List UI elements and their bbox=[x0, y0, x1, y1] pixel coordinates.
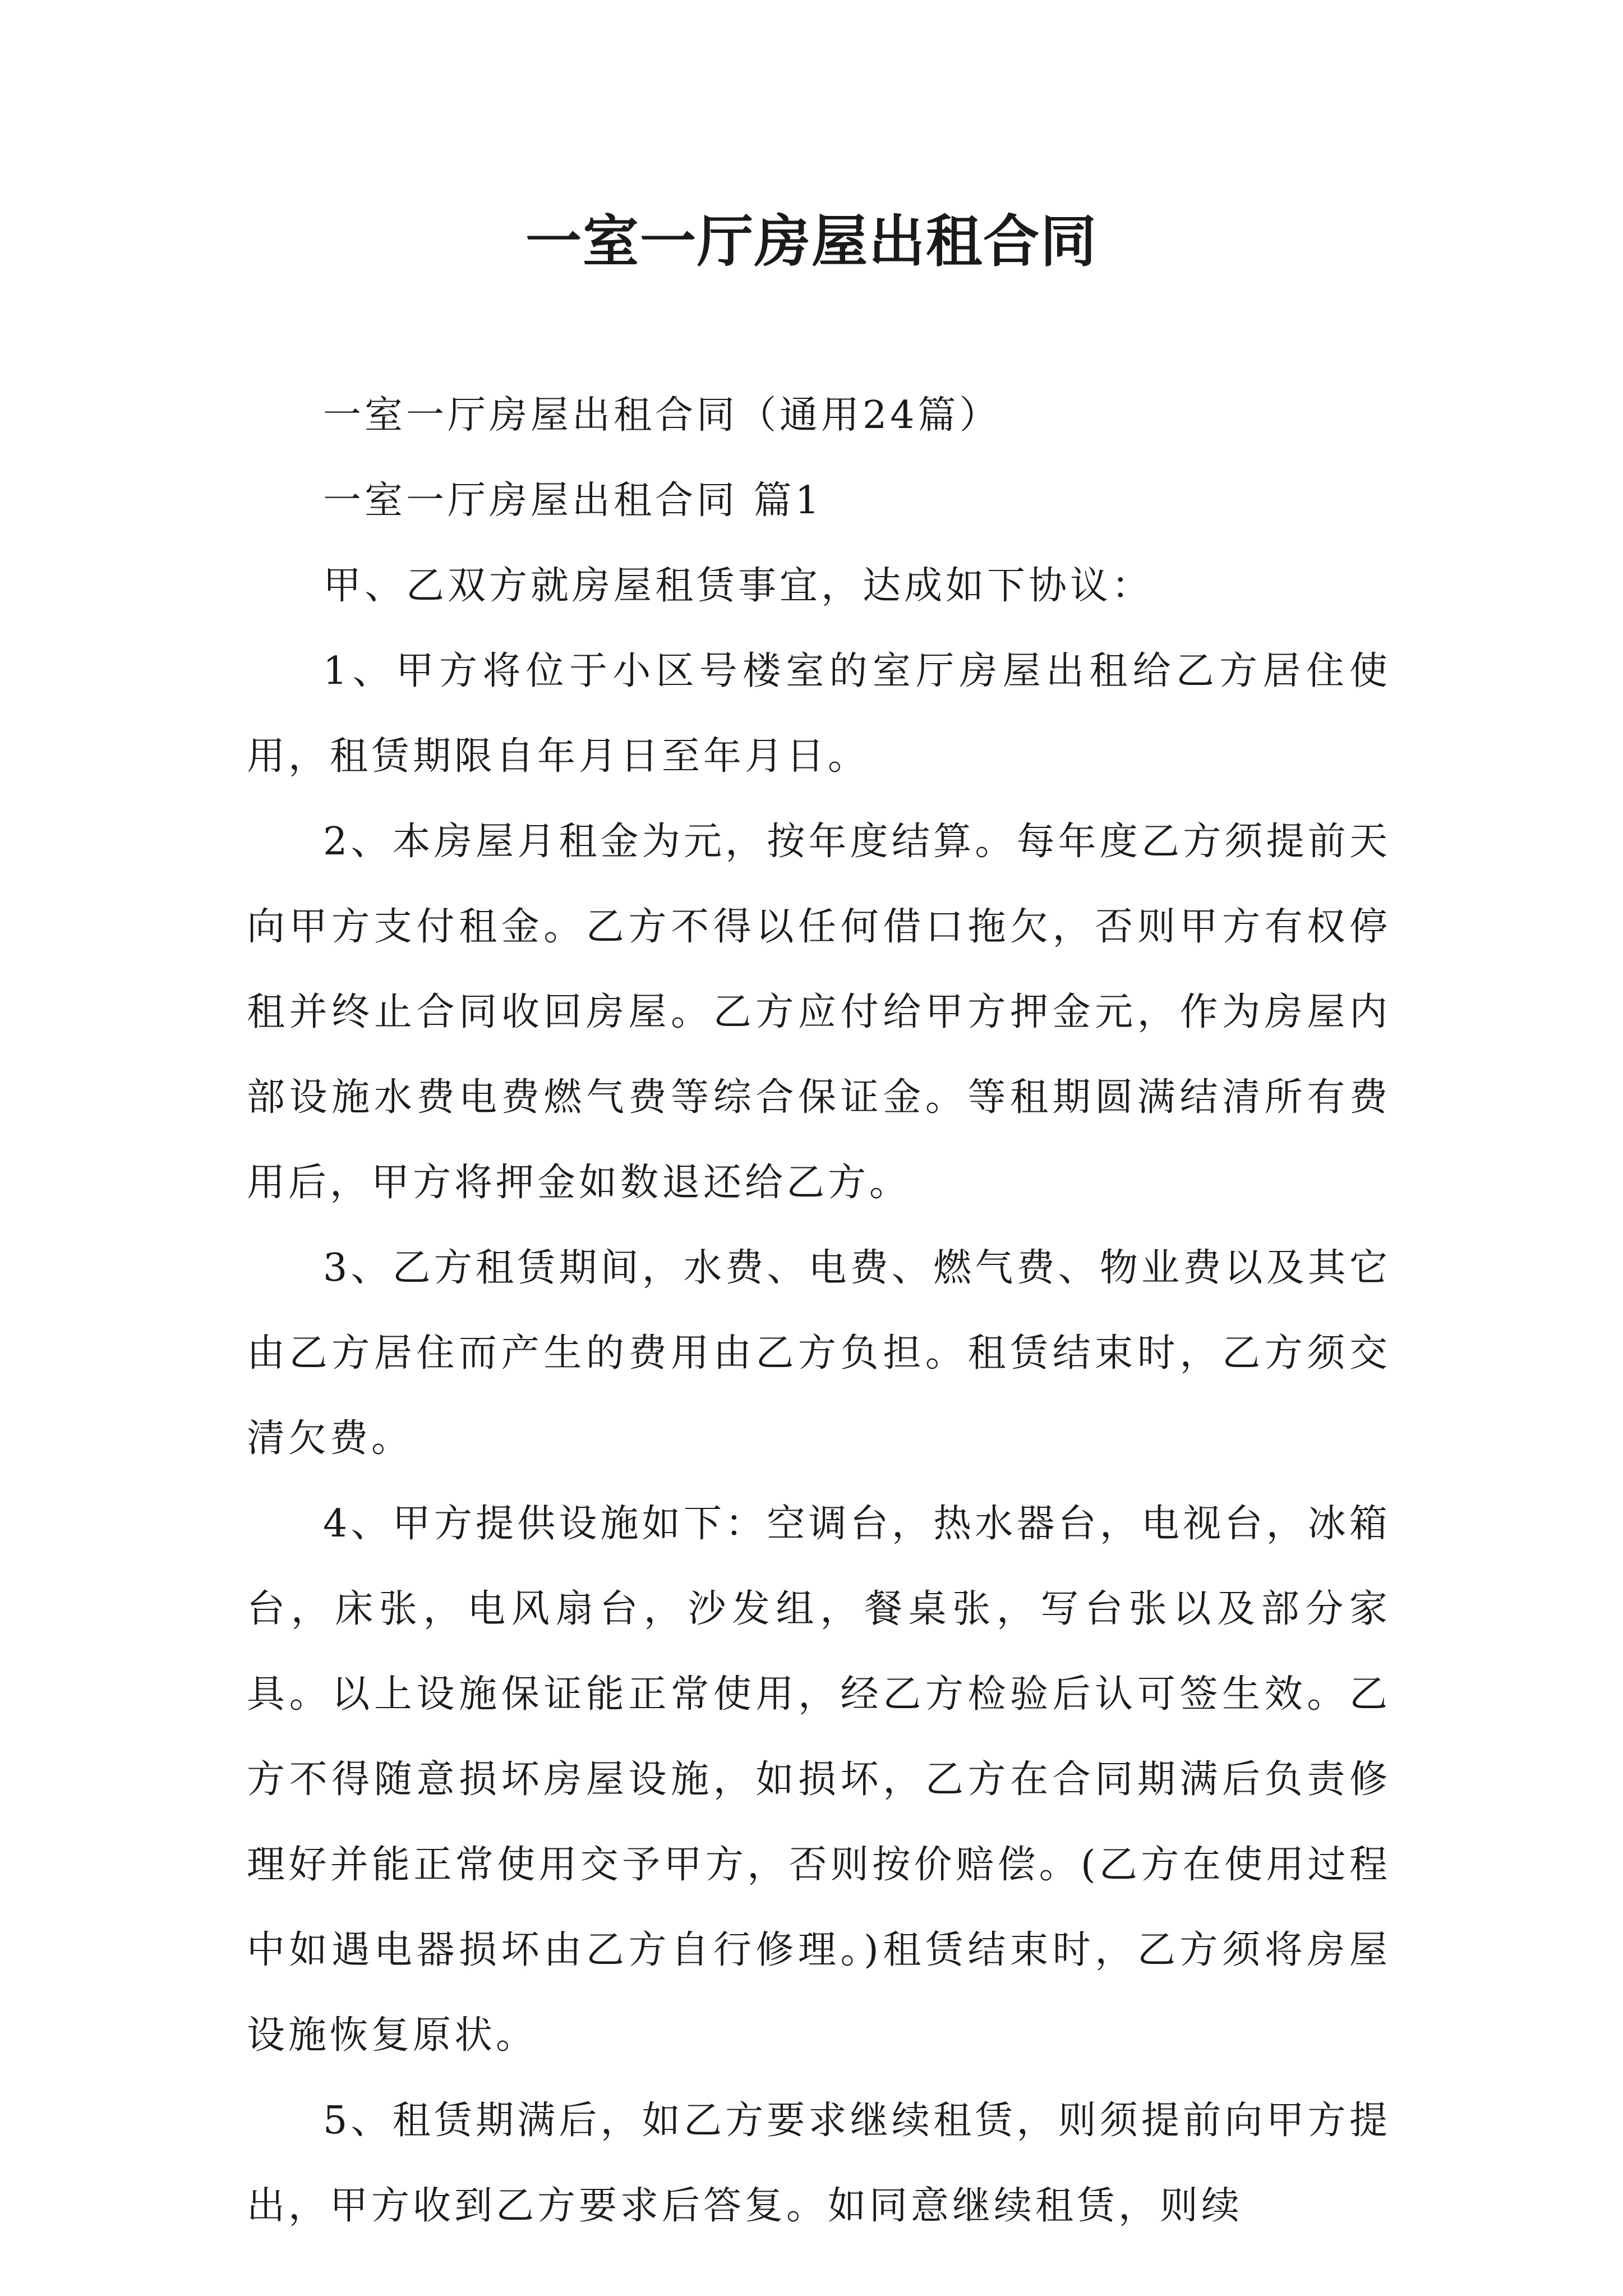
subtitle-paragraph: 一室一厅房屋出租合同（通用24篇） bbox=[323, 393, 1001, 438]
clause-2: 2、本房屋月租金为元，按年度结算。每年度乙方须提前天向甲方支付租金。乙方不得以任何借口拖欠，否则甲方有权停租并终止合同收回房屋。乙方应付给甲方押金元，作为房屋内部设施水费电费燃气费等综合保证金。等租期圆满结清所有费用后，甲方将押金如数退还给乙方。 bbox=[247, 820, 1391, 1205]
clause-4: 4、甲方提供设施如下：空调台，热水器台，电视台，冰箱台，床张，电风扇台，沙发组，餐桌张，写台张以及部分家具。以上设施保证能正常使用，经乙方检验后认可签生效。乙方不得随意损坏房屋设施，如损坏，乙方在合同期满后负责修理好并能正常使用交予甲方，否则按价赔偿。(乙方在使用过程中如遇电器损坏由乙方自行修理。)租赁结束时，乙方须将房屋设施恢复原状。 bbox=[247, 1502, 1391, 2058]
section-heading: 一室一厅房屋出租合同 篇1 bbox=[323, 478, 823, 523]
clause-3: 3、乙方租赁期间，水费、电费、燃气费、物业费以及其它由乙方居住而产生的费用由乙方负担。租赁结束时，乙方须交清欠费。 bbox=[247, 1246, 1391, 1461]
intro-paragraph: 甲、乙双方就房屋租赁事宜，达成如下协议： bbox=[323, 564, 1154, 608]
document-body bbox=[247, 373, 1391, 2249]
clause-5: 5、租赁期满后，如乙方要求继续租赁，则须提前向甲方提出，甲方收到乙方要求后答复。如同意继续租赁，则续 bbox=[247, 2099, 1391, 2228]
clause-1: 1、甲方将位于小区号楼室的室厅房屋出租给乙方居住使用，租赁期限自年月日至年月日。 bbox=[247, 649, 1391, 779]
document-title: 一室一厅房屋出租合同 bbox=[525, 208, 1098, 274]
